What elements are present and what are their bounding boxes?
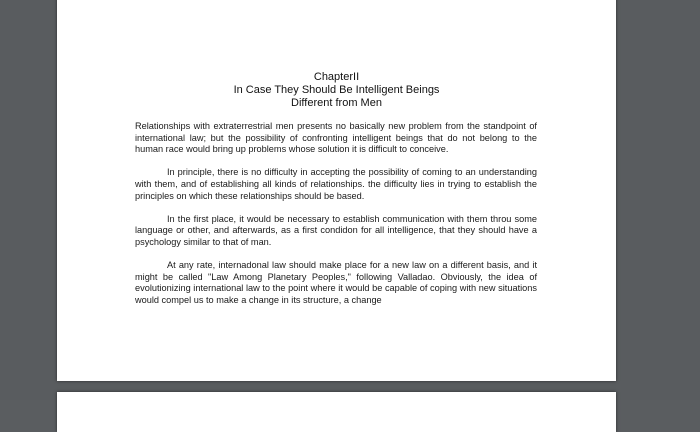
paragraph-4: At any rate, internadonal law should make place for a new law on a different basis, and it might be called "Law Among Planetary Peoples," following Valladao. Obviously, the idea of evolutionizing international law to the point where it would be capable of coping with new situations would compel us to make a change in its structure, a change [135, 260, 537, 305]
chapter-title-line-1: In Case They Should Be Intelligent Beings [233, 84, 440, 96]
chapter-title-line-2: Different from Men [291, 97, 382, 109]
chapter-number: ChapterII [313, 71, 360, 83]
paragraph-3: In the first place, it would be necessary to establish communication with them throu some language or other, and afterwards, as a first condidon for all intelligence, that they should have a psychology similar to that of man. [135, 213, 537, 247]
paragraph-2: In principle, there is no difficulty in accepting the possibility of coming to an understanding with them, and of establishing all kinds of relationships. the difficulty lies in trying to establish the principles on which these relationships should be based. [135, 167, 537, 201]
paragraph-1: Relationships with extraterrestrial men presents no basically new problem from the standpoint of international law; but the possibility of confronting intelligent beings that do not belong to the human race would bring up problems whose solution it is difficult to conceive. [135, 121, 537, 155]
next-document-page [57, 392, 616, 432]
chapter-heading [57, 71, 616, 110]
document-page [57, 0, 616, 381]
chapter-body [135, 121, 537, 318]
